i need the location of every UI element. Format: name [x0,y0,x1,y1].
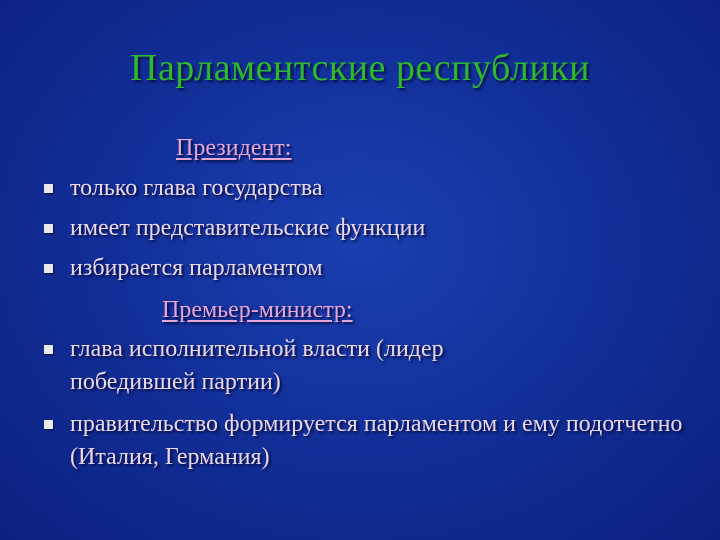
slide-title: Парламентские республики [130,47,590,89]
square-bullet-icon [44,184,53,193]
list-item-text: имеет представительские функции [70,215,426,241]
list-item-text: глава исполнительной власти (лидер победившей партии) [70,336,444,395]
section-heading-president: Президент: [176,135,292,161]
list-item-text: правительство формируется парламентом и ему подотчетно (Италия, Германия) [70,411,683,470]
square-bullet-icon [44,345,53,354]
square-bullet-icon [44,420,53,429]
list-item-text: избирается парламентом [70,255,323,281]
square-bullet-icon [44,224,53,233]
section-heading-prime-minister: Премьер-министр: [162,297,353,323]
list-item-text: только глава государства [70,175,323,201]
square-bullet-icon [44,264,53,273]
